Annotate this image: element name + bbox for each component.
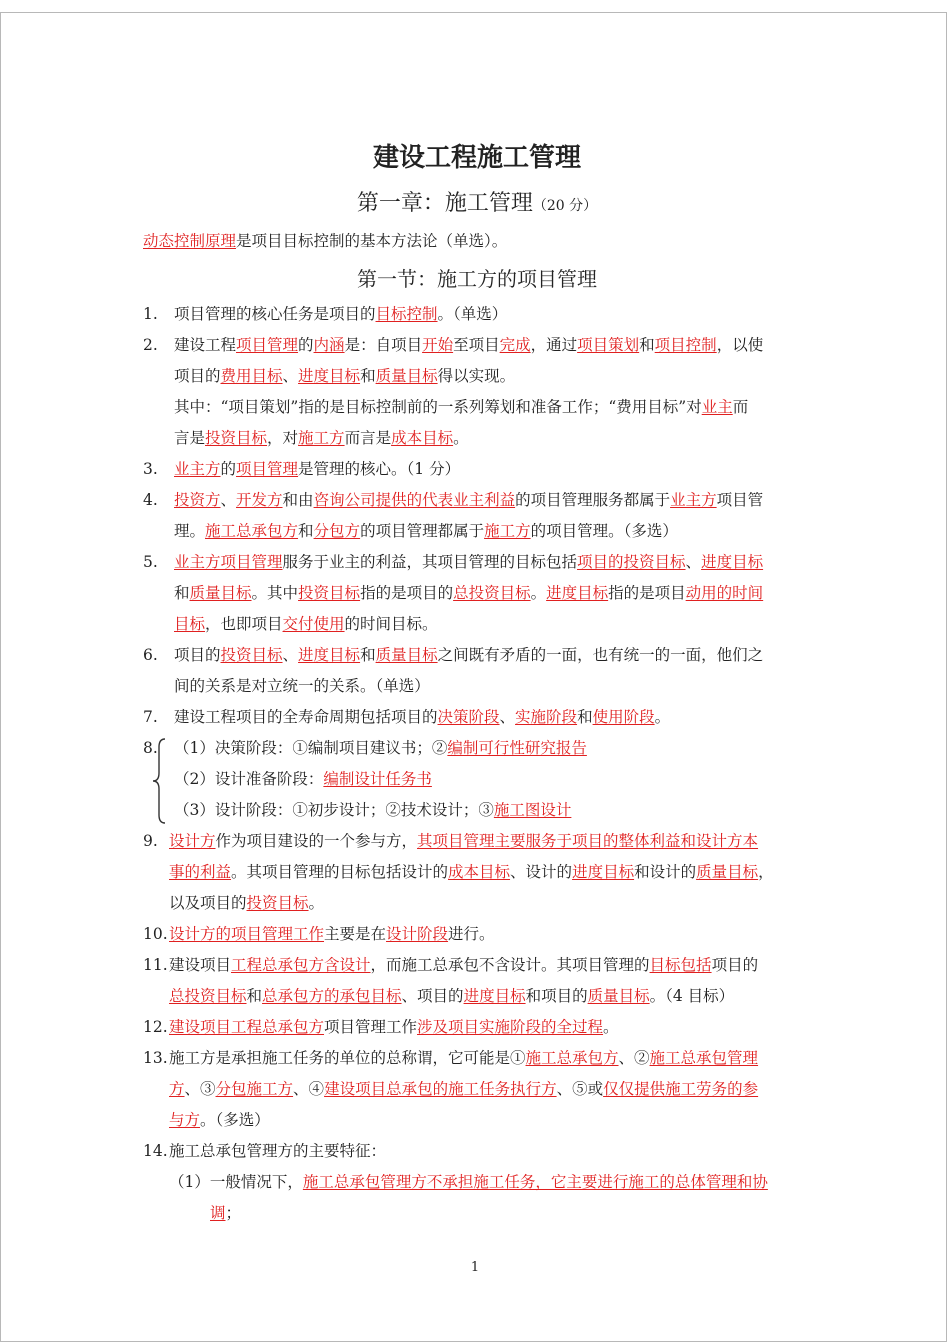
highlighted-text: 工程总承包方含设计 bbox=[231, 956, 371, 974]
text-run: 的 bbox=[298, 336, 314, 354]
text-run: 。（4 目标） bbox=[649, 987, 735, 1005]
highlighted-text: 与方 bbox=[169, 1111, 201, 1129]
chapter-heading bbox=[143, 184, 811, 224]
text-run: 和由 bbox=[282, 491, 314, 509]
highlighted-text: 质量目标 bbox=[375, 646, 438, 664]
list-item bbox=[143, 919, 811, 950]
text-run: 之间既有矛盾的一面，也有统一的一面，他们之 bbox=[437, 646, 764, 664]
item-number: 12. bbox=[143, 1018, 168, 1036]
list-item bbox=[143, 485, 811, 516]
text-run: ，也即项目 bbox=[205, 615, 283, 633]
text-run: 的项目管理都属于 bbox=[360, 522, 485, 540]
text-run: 指的是项目的 bbox=[360, 584, 454, 602]
text-run: 。其项目管理的目标包括设计的 bbox=[231, 863, 449, 881]
text-run: 项目的 bbox=[174, 646, 221, 664]
highlighted-text: 质量目标 bbox=[587, 987, 650, 1005]
highlighted-text: 施工总承包方 bbox=[205, 522, 299, 540]
text-run: ，以使 bbox=[716, 336, 764, 354]
highlighted-text: 投资目标 bbox=[246, 894, 309, 912]
highlighted-text: 进度目标 bbox=[298, 646, 361, 664]
highlighted-text: 项目管理 bbox=[236, 460, 299, 478]
item-number: 14. bbox=[143, 1142, 168, 1160]
highlighted-text: 调 bbox=[210, 1204, 226, 1222]
highlighted-text: 建设项目总承包的施工任务执行方 bbox=[324, 1080, 557, 1098]
highlighted-text: 目标控制 bbox=[375, 305, 438, 323]
text-run: 。其中 bbox=[251, 584, 299, 602]
highlighted-text: 质量目标 bbox=[189, 584, 252, 602]
highlighted-text: 项目的投资目标 bbox=[577, 553, 686, 571]
list-item-continuation bbox=[143, 361, 811, 392]
list-item bbox=[143, 330, 811, 361]
highlighted-text: 施工图设计 bbox=[493, 801, 572, 819]
text-run: （1）一般情况下， bbox=[169, 1173, 303, 1191]
highlighted-text: 进度目标 bbox=[572, 863, 635, 881]
document-body bbox=[143, 138, 811, 1229]
text-run: （2）设计准备阶段： bbox=[174, 770, 324, 788]
text-run: 施工方是承担施工任务的单位的总称谓，它可能是① bbox=[169, 1049, 526, 1067]
text-run: 、 bbox=[282, 646, 299, 664]
text-run: 。（单选） bbox=[437, 305, 508, 323]
list-item-continuation bbox=[143, 1074, 811, 1105]
highlighted-text: 投资目标 bbox=[298, 584, 361, 602]
highlighted-text: 成本目标 bbox=[391, 429, 454, 447]
highlighted-text: 业主方 bbox=[174, 460, 221, 478]
list-item-continuation bbox=[143, 1105, 811, 1136]
text-run: 、设计的 bbox=[510, 863, 573, 881]
list-item bbox=[143, 1136, 811, 1167]
highlighted-text: 目标包括 bbox=[649, 956, 712, 974]
section-heading: 第一节：施工方的项目管理 bbox=[357, 267, 597, 291]
list-item-continuation bbox=[143, 392, 811, 423]
list-item-sub bbox=[174, 733, 811, 764]
item-number: 4. bbox=[143, 491, 158, 509]
highlighted-text: 动用的时间 bbox=[685, 584, 764, 602]
text-run: ， bbox=[758, 863, 774, 881]
highlighted-text: 施工总承包管理 bbox=[649, 1049, 759, 1067]
highlighted-text: 项目管理 bbox=[236, 336, 299, 354]
text-run: ； bbox=[225, 1204, 242, 1222]
text-run: 和 bbox=[639, 336, 655, 354]
highlighted-text: 成本目标 bbox=[448, 863, 511, 881]
highlighted-text: 方 bbox=[169, 1080, 185, 1098]
list-item-continuation bbox=[143, 423, 811, 454]
text-run: 服务于业主的利益，其项目管理的目标包括 bbox=[282, 553, 578, 571]
list-item bbox=[143, 299, 811, 330]
text-run: 。 bbox=[453, 429, 469, 447]
text-run: 的项目管理。（多选） bbox=[530, 522, 678, 540]
text-run: 项目管理的核心任务是项目的 bbox=[174, 305, 376, 323]
list-item bbox=[143, 640, 811, 671]
text-run: 施工总承包管理方的主要特征： bbox=[169, 1142, 387, 1160]
highlighted-text: 分包方 bbox=[313, 522, 361, 540]
highlighted-text: 施工方 bbox=[298, 429, 345, 447]
text-run: 、 bbox=[685, 553, 702, 571]
intro-line bbox=[143, 226, 811, 257]
text-run: 、 bbox=[499, 708, 516, 726]
text-run: 而 bbox=[732, 398, 749, 416]
highlighted-text: 投资目标 bbox=[220, 646, 283, 664]
text-run: 、 bbox=[282, 367, 299, 385]
highlighted-text: 仅仅提供施工劳务的参 bbox=[603, 1080, 759, 1098]
highlighted-text: 建设项目工程总承包方 bbox=[169, 1018, 325, 1036]
highlighted-text: 开发方 bbox=[236, 491, 283, 509]
text-run: ，通过 bbox=[530, 336, 578, 354]
text-run: 至项目 bbox=[453, 336, 500, 354]
highlighted-text: 其项目管理主要服务于项目的整体利益和设计方本 bbox=[417, 832, 759, 850]
text-run: 和设计的 bbox=[634, 863, 697, 881]
highlighted-text: 使用阶段 bbox=[592, 708, 655, 726]
text-run: 而言是 bbox=[344, 429, 392, 447]
item-number: 13. bbox=[143, 1049, 168, 1067]
text-run: 。 bbox=[530, 584, 547, 602]
highlighted-text: 进度目标 bbox=[463, 987, 526, 1005]
highlighted-text: 实施阶段 bbox=[515, 708, 578, 726]
highlighted-text: 总承包方的承包目标 bbox=[262, 987, 402, 1005]
text-run: 间的关系是对立统一的关系。（单选） bbox=[174, 677, 430, 695]
text-run: 项目的 bbox=[711, 956, 759, 974]
item-number: 10. bbox=[143, 925, 168, 943]
list-item-sub bbox=[143, 1167, 811, 1198]
highlighted-text: 总投资目标 bbox=[169, 987, 247, 1005]
item-number: 6. bbox=[143, 646, 158, 664]
text-run: 。 bbox=[603, 1018, 619, 1036]
text-run: 。 bbox=[654, 708, 671, 726]
text-run: 项目管理工作 bbox=[324, 1018, 418, 1036]
text-run: 、⑤或 bbox=[556, 1080, 604, 1098]
text-run: 、③ bbox=[184, 1080, 216, 1098]
item-number: 11. bbox=[143, 956, 168, 974]
text-run: 项目管 bbox=[716, 491, 764, 509]
text-run: 和 bbox=[360, 646, 376, 664]
list-item-continuation bbox=[143, 516, 811, 547]
highlighted-text: 决策阶段 bbox=[437, 708, 500, 726]
text-run: 建设工程项目的全寿命周期包括项目的 bbox=[174, 708, 438, 726]
text-run: 、 bbox=[220, 491, 237, 509]
text-run: 得以实现。 bbox=[437, 367, 516, 385]
highlighted-text: 业主方 bbox=[670, 491, 717, 509]
highlighted-text: 编制可行性研究报告 bbox=[447, 739, 587, 757]
highlighted-text: 施工总承包管理方不承担施工任务，它主要进行施工的总体管理和协 bbox=[302, 1173, 768, 1191]
highlighted-text: 进度目标 bbox=[701, 553, 764, 571]
text-run: 、② bbox=[618, 1049, 650, 1067]
highlighted-text: 设计方 bbox=[169, 832, 216, 850]
text-run: 项目的 bbox=[174, 367, 221, 385]
highlighted-text: 完成 bbox=[499, 336, 531, 354]
text-run: 的 bbox=[220, 460, 237, 478]
highlighted-text: 交付使用 bbox=[282, 615, 345, 633]
text-run: 和 bbox=[360, 367, 376, 385]
highlighted-text: 总投资目标 bbox=[453, 584, 531, 602]
highlighted-text: 项目策划 bbox=[577, 336, 640, 354]
highlighted-text: 质量目标 bbox=[696, 863, 759, 881]
text-run: 和 bbox=[298, 522, 314, 540]
highlighted-text: 事的利益 bbox=[169, 863, 232, 881]
page-number: 1 bbox=[470, 1260, 480, 1275]
item-number: 3. bbox=[143, 460, 158, 478]
highlighted-text: 项目控制 bbox=[654, 336, 717, 354]
highlighted-text: 业主方项目管理 bbox=[174, 553, 283, 571]
item-number: 8. bbox=[143, 739, 158, 757]
highlighted-text: 投资目标 bbox=[205, 429, 268, 447]
item-number: 7. bbox=[143, 708, 158, 726]
text-run: 言是 bbox=[174, 429, 206, 447]
list-item-continuation bbox=[143, 981, 811, 1012]
item-number: 2. bbox=[143, 336, 158, 354]
text-run: （1）决策阶段：①编制项目建议书；② bbox=[174, 739, 448, 757]
chapter-points: （20 分） bbox=[532, 198, 598, 214]
text-run: 、④ bbox=[293, 1080, 325, 1098]
text-run: 建设项目 bbox=[169, 956, 232, 974]
text-run: 其中：“项目策划”指的是目标控制前的一系列筹划和准备工作；“费用目标”对 bbox=[174, 398, 702, 416]
text-run: 指的是项目 bbox=[608, 584, 686, 602]
list-item-continuation bbox=[143, 578, 811, 609]
text-run: 和 bbox=[174, 584, 190, 602]
text-run: 以及项目的 bbox=[169, 894, 247, 912]
item-number: 5. bbox=[143, 553, 158, 571]
highlighted-text: 设计方的项目管理工作 bbox=[169, 925, 325, 943]
text-run: ，对 bbox=[267, 429, 299, 447]
highlighted-text: 动态控制原理 bbox=[143, 232, 237, 250]
text-run: （3）设计阶段：①初步设计；②技术设计；③ bbox=[174, 801, 494, 819]
list-item bbox=[143, 1012, 811, 1043]
list-item-continuation bbox=[143, 671, 811, 702]
text-run: ，而施工总承包不含设计。其项目管理的 bbox=[370, 956, 650, 974]
curly-brace-icon bbox=[151, 737, 169, 825]
list-item bbox=[143, 950, 811, 981]
highlighted-text: 施工总承包方 bbox=[525, 1049, 619, 1067]
text-run: 的时间目标。 bbox=[344, 615, 438, 633]
highlighted-text: 费用目标 bbox=[220, 367, 283, 385]
list-item-brace-group bbox=[143, 733, 811, 826]
item-number: 9. bbox=[143, 832, 158, 850]
text-run: 理。 bbox=[174, 522, 206, 540]
highlighted-text: 进度目标 bbox=[298, 367, 361, 385]
highlighted-text: 内涵 bbox=[313, 336, 345, 354]
list-item bbox=[143, 702, 811, 733]
doc-title: 建设工程施工管理 bbox=[372, 143, 581, 173]
list-item bbox=[143, 547, 811, 578]
text-run: 的项目管理服务都属于 bbox=[515, 491, 671, 509]
text-run: 是项目目标控制的基本方法论（单选）。 bbox=[236, 232, 508, 250]
text-run: 和 bbox=[246, 987, 263, 1005]
text-run: 、项目的 bbox=[401, 987, 464, 1005]
highlighted-text: 投资方 bbox=[174, 491, 221, 509]
list-item-continuation bbox=[143, 609, 811, 640]
highlighted-text: 分包施工方 bbox=[215, 1080, 294, 1098]
list-item-sub bbox=[174, 764, 811, 795]
text-run: 进行。 bbox=[448, 925, 495, 943]
list-item-continuation bbox=[143, 888, 811, 919]
highlighted-text: 设计阶段 bbox=[386, 925, 449, 943]
list-item bbox=[143, 454, 811, 485]
text-run: 是：自项目 bbox=[344, 336, 423, 354]
highlighted-text: 咨询公司提供的代表业主利益 bbox=[313, 491, 516, 509]
text-run: 。 bbox=[308, 894, 325, 912]
text-run: 主要是在 bbox=[324, 925, 387, 943]
highlighted-text: 业主 bbox=[701, 398, 733, 416]
highlighted-text: 进度目标 bbox=[546, 584, 609, 602]
list-item-continuation bbox=[143, 857, 811, 888]
highlighted-text: 施工方 bbox=[484, 522, 531, 540]
text-run: 。（多选） bbox=[200, 1111, 270, 1129]
text-run: 和 bbox=[577, 708, 593, 726]
highlighted-text: 涉及项目实施阶段的全过程 bbox=[417, 1018, 604, 1036]
highlighted-text: 质量目标 bbox=[375, 367, 438, 385]
list-item bbox=[143, 826, 811, 857]
text-run: 是管理的核心。（1 分） bbox=[298, 460, 461, 478]
highlighted-text: 编制设计任务书 bbox=[323, 770, 432, 788]
list-item bbox=[143, 1043, 811, 1074]
list-item-continuation bbox=[143, 1198, 811, 1229]
highlighted-text: 目标 bbox=[174, 615, 206, 633]
item-number: 1. bbox=[143, 305, 158, 323]
text-run: 和项目的 bbox=[525, 987, 588, 1005]
list-item-sub bbox=[174, 795, 811, 826]
highlighted-text: 开始 bbox=[422, 336, 454, 354]
chapter-title: 第一章：施工管理 bbox=[356, 191, 533, 216]
text-run: 作为项目建设的一个参与方， bbox=[215, 832, 418, 850]
text-run: 建设工程 bbox=[174, 336, 237, 354]
